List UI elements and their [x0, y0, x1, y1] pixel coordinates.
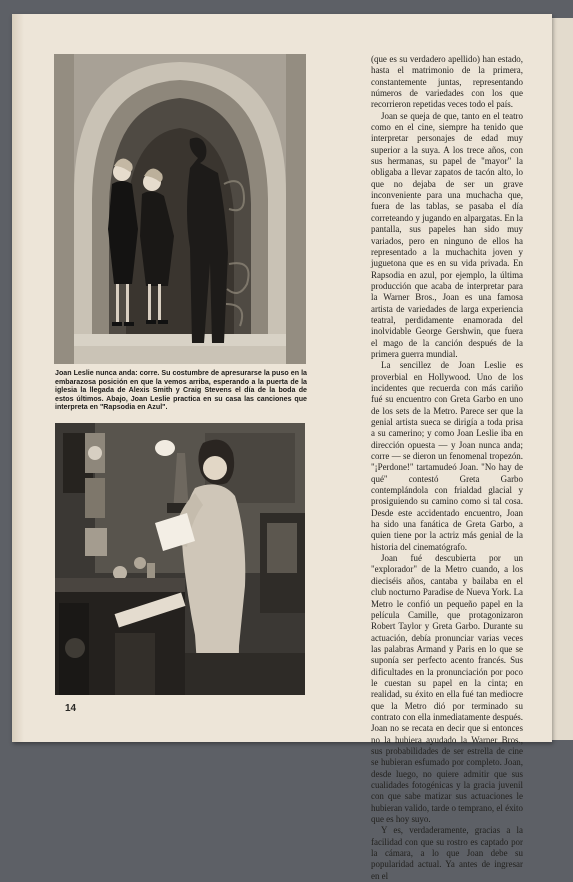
article-paragraph: Joan se queja de que, tanto en el teatro como en el cine, siempre ha tenido que interpretar personajes de edad muy superior a la suya. A los trece años, con sus hermanas, su papel de "mayor" la obligaba a llevar zapatos de tacón alto, lo que no dejaba de ser un grave inconveniente para una muchacha que, fuera de las tablas, se pasaba el día correteando y jugando en alpargatas. En la pantalla, sus papeles han sido muy variados, pero en ninguno de ellos ha representado a la muchachita joven y juguetona que es en su vida privada. En Rapsodia en azul, por ejemplo, la última producción que acaba de interpretar para la Warner Bros., Joan es una famosa artista de variedades de larga experiencia teatral, perdidamente enamorada del inolvidable George Gershwin, que fuera el mago de la canción después de la primera guerra mundial. — [371, 110, 523, 359]
piano-practice-photo — [55, 423, 305, 695]
article-column — [371, 54, 523, 881]
photo-caption: Joan Leslie nunca anda: corre. Su costumbre de apresurarse la puso en la embarazosa posición en que la vemos arriba, esperando a la puerta de la iglesia la llegada de Alexis Smith y Craig Stevens el día de la boda de estos últimos. Abajo, Joan Leslie practica en su casa las canciones que interpreta en "Rapsodia en Azul". — [55, 369, 307, 412]
article-paragraph: La sencillez de Joan Leslie es proverbial en Hollywood. Uno de los incidentes que recuerda con más cariño fué su encuentro con Greta Garbo en uno de los sets de la Metro. Parece ser que la genial artista sueca se dirigía a toda prisa a su camerino; y como Joan Leslie iba en dirección opuesta — y Joan nunca anda; corre — se dieron un fenomenal tropezón. "¡Perdone!" tartamudeó Joan. "No hay de qué" contestó Greta Garbo contemplándola con frialdad glacial y prosiguiendo su camino como si tal cosa. Desde este accidentado encuentro, Joan ha sido una fanática de Greta Garbo, a quien tiene por la actriz más genial de la historia del cinematógrafo. — [371, 360, 523, 552]
page-number: 14 — [65, 703, 77, 714]
church-doorway-photo — [54, 54, 306, 364]
article-paragraph: Y es, verdaderamente, gracias a la facilidad con que su rostro es captado por la cámara, a lo que Joan debe su popularidad actual. Ya antes de ingresar en el — [371, 825, 523, 881]
page-gutter — [12, 14, 24, 742]
article-paragraph: Joan fué descubierta por un "explorador" de la Metro cuando, a los dieciséis años, cantaba y bailaba en el club nocturno Paradise de Nueva York. La Metro le confió un pequeño papel en la película Camille, que protagonizaron Robert Taylor y Greta Garbo. Durante su actuación, debía pronunciar varias veces las palabras Armand y Paris en lo que se suponía ser perfecto acento francés. Sus dificultades en la pronunciación por poco le cuestan su papel en la cinta; en realidad, su éxito en ella fué tan mediocre que la Metro dió por terminado su contrato con ella inmediatamente después. Joan no se recata en decir que si entonces no la hubiera ayudado la Warner Bros., sus probabilidades de ser estrella de cine se hubieran esfumado por completo. Joan, desde luego, no quiere admitir que sus cualidades fotogénicas y la gracia juvenil con que sabe matizar sus actuaciones le hubieran valido, tarde o temprano, el éxito que es hoy suyo. — [371, 553, 523, 825]
article-paragraph: (que es su verdadero apellido) han estado, hasta el matrimonio de la primera, constantemente juntas, representando números de variedades con los que recorrieron repetidas veces todo el país. — [371, 54, 523, 110]
